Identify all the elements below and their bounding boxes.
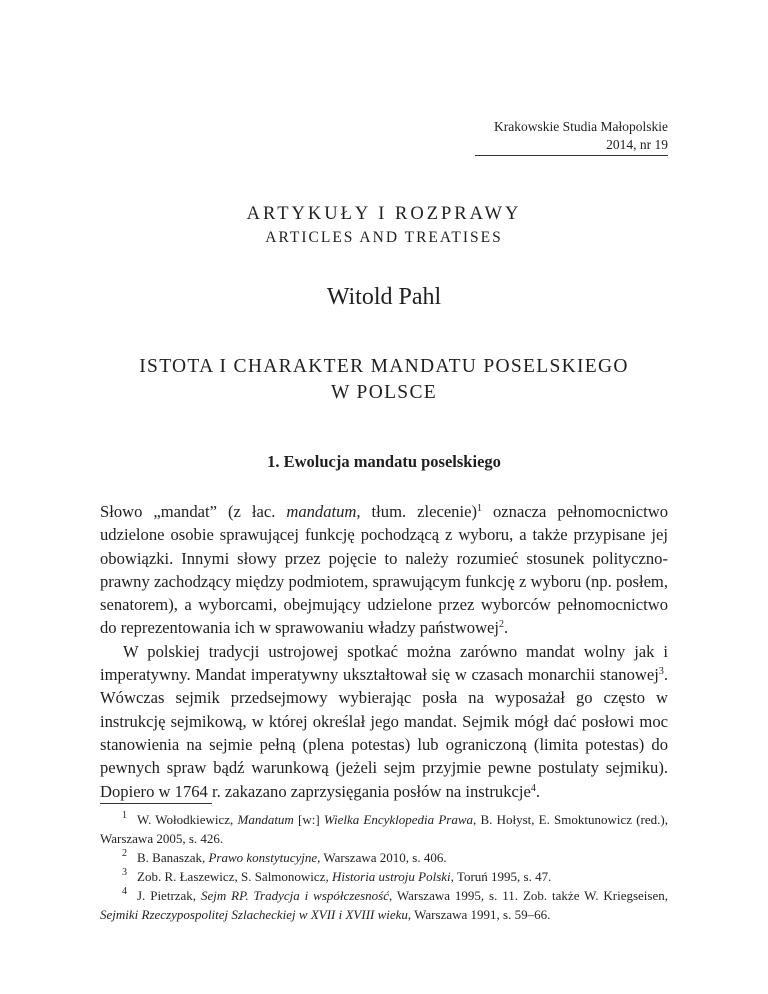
italic-title: Prawo konstytucyjne bbox=[208, 850, 318, 865]
italic-title: Sejmiki Rzeczypospolitej Szlacheckiej w XVII i XVIII wieku bbox=[100, 907, 408, 922]
journal-issue: 2014, nr 19 bbox=[606, 137, 668, 152]
footnote-1 bbox=[100, 810, 668, 848]
text-run: [w:] bbox=[293, 812, 324, 827]
footnote-number: 4 bbox=[122, 886, 127, 897]
section-title-polish: ARTYKUŁY I ROZPRAWY bbox=[246, 204, 522, 224]
text-run: tłum. zlecenie) bbox=[360, 502, 477, 521]
footnote-ref-2: 2 bbox=[499, 619, 505, 631]
footnote-4 bbox=[100, 886, 668, 924]
text-run: J. Pietrzak, bbox=[137, 888, 201, 903]
paragraph-2 bbox=[100, 640, 668, 803]
section-heading: 1. Ewolucja mandatu poselskiego bbox=[267, 452, 501, 471]
paragraph-1 bbox=[100, 500, 668, 640]
section-title-english: ARTICLES AND TREATISES bbox=[265, 229, 503, 246]
footnote-ref-3: 3 bbox=[658, 666, 664, 678]
text-run: , Warszawa 1991, s. 59–66. bbox=[407, 907, 551, 922]
text-run: , B. Hołyst, E. Smoktunowicz (red.), Warszawa 2005, s. 426. bbox=[100, 812, 668, 846]
article-title bbox=[0, 354, 768, 406]
italic-title: Wielka Encyklopedia Prawa bbox=[323, 812, 474, 827]
italic-term: mandatum, bbox=[286, 502, 361, 521]
article-title-line-2: W POLSCE bbox=[331, 382, 437, 403]
text-run: , Toruń 1995, s. 47. bbox=[450, 869, 552, 884]
footnote-number: 1 bbox=[122, 810, 127, 821]
article-title-line-1: ISTOTA I CHARAKTER MANDATU POSELSKIEGO bbox=[139, 356, 629, 377]
text-run: W polskiej tradycji ustrojowej spotkać można zarówno mandat wolny jak i imperatywny. Mandat imperatywny ukształtował się w czasach monarchii stanowej bbox=[100, 641, 668, 685]
footnote-number: 3 bbox=[122, 867, 127, 878]
footnote-ref-1: 1 bbox=[477, 503, 482, 514]
text-run: Słowo „mandat” (z łac. bbox=[100, 502, 287, 521]
text-run: B. Banaszak, bbox=[137, 850, 209, 865]
italic-title: Mandatum bbox=[237, 812, 294, 827]
text-run: . bbox=[535, 781, 540, 801]
text-run: oznacza pełnomocnictwo udzielone osobie sprawującej funkcję pochodzącą z wyboru, a także przypisane jej obowiązki. Innymi słowy przez pojęcie to należy rozumieć stosunek polityczno-prawny zachodzący między podmiotem, sprawującym funkcję z wyboru (np. posłem, senatorem), a wyborcami, obejmujący udzielone przez wyborców pełnomocnictwo do reprezentowania ich w sprawowaniu władzy państwowej bbox=[100, 502, 668, 638]
text-run: . Wówczas sejmik przedsejmowy wybierając posła na wyposażał go często w instrukcję sejmikową, w której określał jego mandat. Sejmik mógł dać posłowi moc stanowienia na sejmie pełną (plena potestas) lub ograniczoną (limita potestas) do pewnych spraw bądź warunkową (jeżeli sejm przyjmie pewne postulaty sejmiku). Dopiero w 1764 r. zakazano zaprzysięgania posłów na instrukcje bbox=[100, 665, 668, 801]
header-rule bbox=[475, 155, 668, 156]
footnote-number: 2 bbox=[122, 848, 127, 859]
footnote-rule bbox=[100, 803, 212, 804]
journal-name: Krakowskie Studia Małopolskie bbox=[494, 119, 668, 134]
text-run: Zob. R. Łaszewicz, S. Salmonowicz, bbox=[137, 869, 332, 884]
text-run: W. Wołodkiewicz, bbox=[137, 812, 238, 827]
footnote-ref-4: 4 bbox=[530, 782, 536, 794]
text-run: , Warszawa 1995, s. 11. Zob. także W. Kriegseisen, bbox=[388, 888, 668, 903]
body-text bbox=[100, 500, 668, 803]
footnote-2 bbox=[100, 848, 668, 867]
italic-title: Historia ustroju Polski bbox=[331, 869, 451, 884]
footnotes bbox=[100, 810, 668, 924]
text-run: , Warszawa 2010, s. 406. bbox=[317, 850, 447, 865]
italic-title: Sejm RP. Tradycja i współczesność bbox=[200, 888, 389, 903]
footnote-3 bbox=[100, 867, 668, 886]
text-run: . bbox=[504, 618, 509, 638]
journal-header bbox=[494, 118, 668, 154]
author-name: Witold Pahl bbox=[326, 284, 442, 310]
